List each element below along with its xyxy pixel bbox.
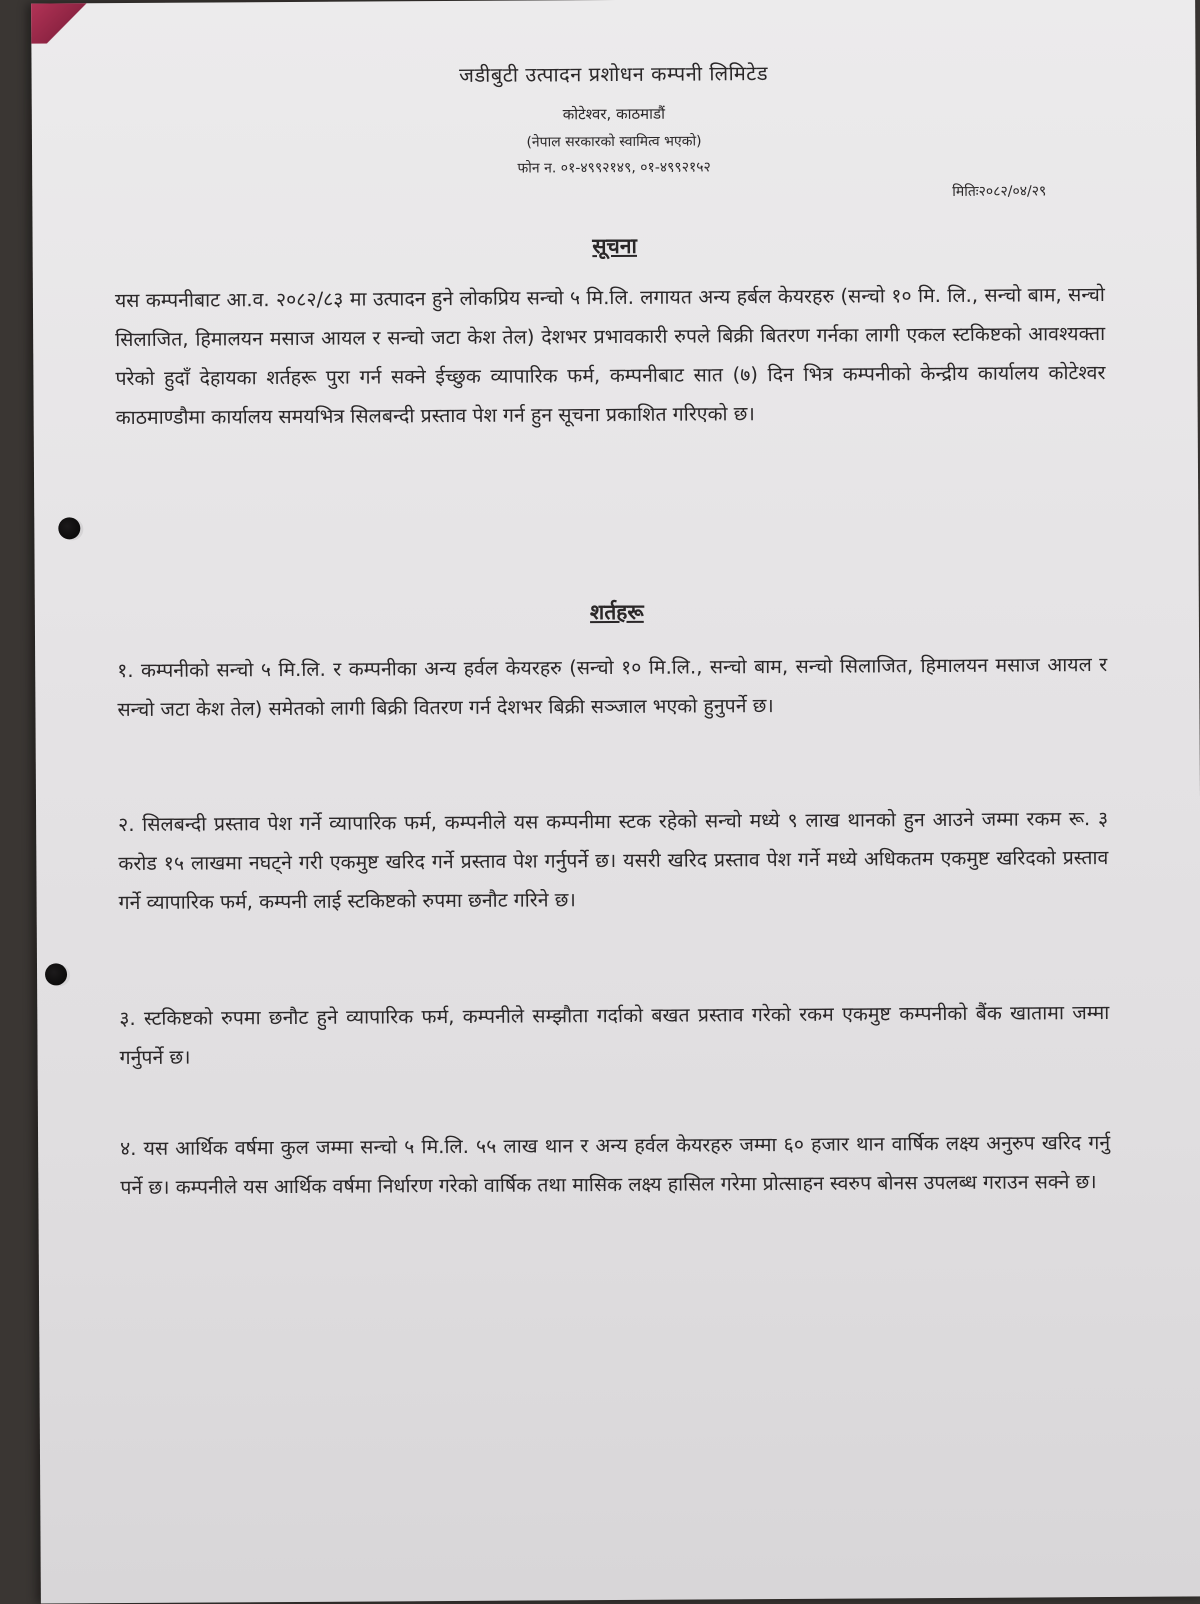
punch-hole: [45, 963, 67, 985]
punch-hole: [58, 517, 80, 539]
term-item-2: २. सिलबन्दी प्रस्ताव पेश गर्ने व्यापारिक फर्म, कम्पनीले यस कम्पनीमा स्टक रहेको सन्चो मध्ये ९ लाख थानको हुन आउने जम्मा रकम रू. ३ करोड १५ लाखमा नघट्ने गरी एकमुष्ट खरिद गर्ने प्रस्ताव पेश गर्नुपर्ने छ। यसरी खरिद प्रस्ताव पेश गर्ने मध्ये अधिकतम एकमुष्ट खरिदको प्रस्ताव गर्ने व्यापारिक फर्म, कम्पनी लाई स्टकिष्टको रुपमा छनौट गरिने छ।: [118, 807, 1109, 915]
company-ownership: (नेपाल सरकारको स्वामित्व भएको): [526, 133, 702, 151]
company-address: कोटेश्वर, काठमाडौं: [562, 104, 665, 124]
folded-corner: [31, 3, 91, 43]
term-item-4: ४. यस आर्थिक वर्षमा कुल जम्मा सन्चो ५ मि.लि. ५५ लाख थान र अन्य हर्वल केयरहरु जम्मा ६० हजार थान वार्षिक लक्ष्य अनुरुप खरिद गर्नु पर्ने छ। कम्पनीले यस आर्थिक वर्षमा निर्धारण गरेको वार्षिक तथा मासिक लक्ष्य हासिल गरेमा प्रोत्साहन स्वरुप बोनस उपलब्ध गराउन सक्ने छ।: [120, 1131, 1111, 1200]
company-phone: फोन न. ०१-४९९२१४९, ०१-४९९२१५२: [517, 159, 711, 177]
notice-title: सूचना: [592, 233, 638, 259]
company-name: जडीबुटी उत्पादन प्रशोधन कम्पनी लिमिटेड: [459, 61, 769, 87]
term-item-1: १. कम्पनीको सन्चो ५ मि.लि. र कम्पनीका अन्य हर्वल केयरहरु (सन्चो १० मि.लि., सन्चो बाम, सन्चो सिलाजित, हिमालयन मसाज आयल र सन्चो जटा केश तेल) समेतको लागी बिक्री वितरण गर्न देशभर बिक्री सञ्जाल भएको हुनुपर्ने छ।: [117, 653, 1108, 722]
notice-date: मितिः२०८२/०४/२९: [952, 183, 1047, 200]
notice-paper: [31, 0, 1200, 1604]
terms-title: शर्तहरू: [589, 599, 644, 625]
notice-body: यस कम्पनीबाट आ.व. २०८२/८३ मा उत्पादन हुने लोकप्रिय सन्चो ५ मि.लि. लगायत अन्य हर्बल केयरहरु (सन्चो १० मि. लि., सन्चो बाम, सन्चो सिलाजित, हिमालयन मसाज आयल र सन्चो जटा केश तेल) देशभर प्रभावकारी रुपले बिक्री बितरण गर्नका लागी एकल स्टकिष्टको आवश्यक्ता परेको हुदाँ देहायका शर्तहरू पुरा गर्न सक्ने ईच्छुक व्यापारिक फर्म, कम्पनीबाट सात (७) दिन भित्र कम्पनीको केन्द्रीय कार्यालय कोटेश्वर काठमाण्डौमा कार्यालय समयभित्र सिलबन्दी प्रस्ताव पेश गर्न हुन सूचना प्रकाशित गरिएको छ।: [114, 283, 1106, 430]
term-item-3: ३. स्टकिष्टको रुपमा छनौट हुने व्यापारिक फर्म, कम्पनीले सम्झौता गर्दाको बखत प्रस्ताव गरेको रकम एकमुष्ट कम्पनीको बैंक खातामा जम्मा गर्नुपर्ने छ।: [119, 1001, 1110, 1070]
